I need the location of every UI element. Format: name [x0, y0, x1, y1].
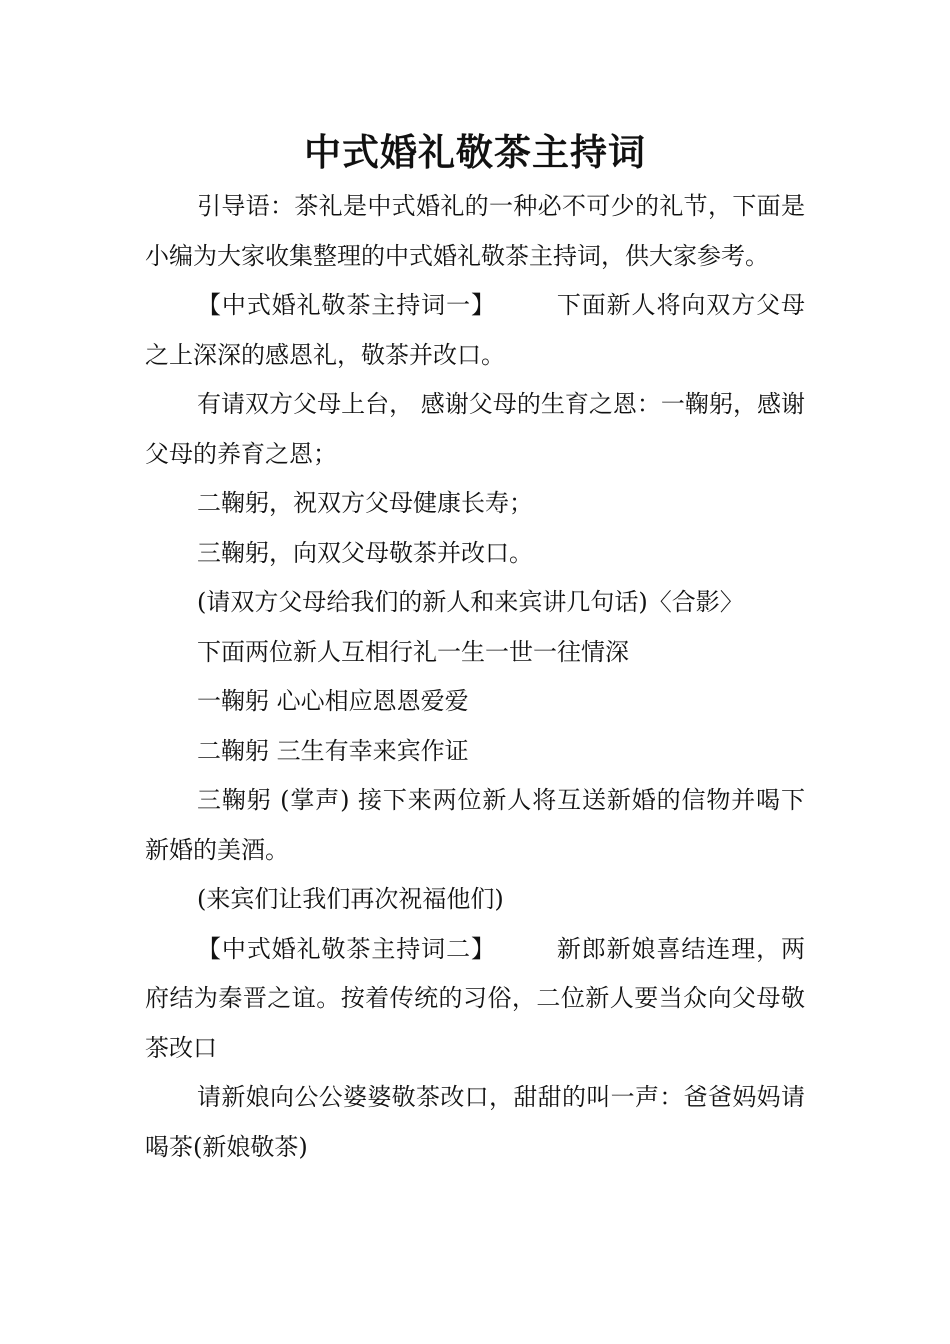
paragraph — [145, 875, 805, 925]
paragraph-text: 请新娘向公公婆婆敬茶改口，甜甜的叫一声：爸爸妈妈请喝茶(新娘敬茶) — [145, 1083, 805, 1161]
paragraph-intro — [145, 182, 805, 281]
paragraph-text: 新郎新娘喜结连理，两府结为秦晋之谊。按着传统的习俗，二位新人要当众向父母敬茶改口 — [145, 934, 806, 1062]
paragraph — [145, 677, 805, 727]
paragraph-text: (来宾们让我们再次祝福他们) — [197, 885, 504, 913]
paragraph-section-one — [145, 281, 805, 380]
paragraph-text: 一鞠躬 心心相应恩恩爱爱 — [197, 687, 469, 715]
paragraph-section-two — [145, 925, 805, 1074]
paragraph — [145, 578, 805, 628]
paragraph — [145, 727, 805, 777]
paragraph — [145, 529, 805, 579]
document-page — [145, 128, 805, 1172]
paragraph-text: 三鞠躬 (掌声) 接下来两位新人将互送新婚的信物并喝下新婚的美酒。 — [145, 786, 805, 864]
paragraph-text: (请双方父母给我们的新人和来宾讲几句话)〈合影〉 — [197, 588, 744, 616]
paragraph-text: 引导语：茶礼是中式婚礼的一种必不可少的礼节，下面是小编为大家收集整理的中式婚礼敬茶主持词，供大家参考。 — [145, 192, 805, 270]
paragraph — [145, 776, 805, 875]
section-heading: 【中式婚礼敬茶主持词二】 — [197, 934, 496, 963]
paragraph — [145, 1073, 805, 1172]
paragraph-text: 二鞠躬，祝双方父母健康长寿； — [197, 489, 533, 517]
paragraph — [145, 380, 805, 479]
document-title: 中式婚礼敬茶主持词 — [304, 130, 646, 174]
paragraph-text: 有请双方父母上台， 感谢父母的生育之恩：一鞠躬，感谢父母的养育之恩； — [145, 390, 805, 468]
paragraph-text: 二鞠躬 三生有幸来宾作证 — [197, 736, 469, 765]
section-heading: 【中式婚礼敬茶主持词一】 — [197, 291, 496, 319]
paragraph-text: 三鞠躬，向双父母敬茶并改口。 — [197, 538, 533, 567]
paragraph-text: 下面两位新人互相行礼一生一世一往情深 — [197, 637, 629, 666]
paragraph — [145, 479, 805, 529]
paragraph — [145, 628, 805, 678]
paragraph-text: 下面新人将向双方父母之上深深的感恩礼，敬茶并改口。 — [145, 291, 806, 369]
